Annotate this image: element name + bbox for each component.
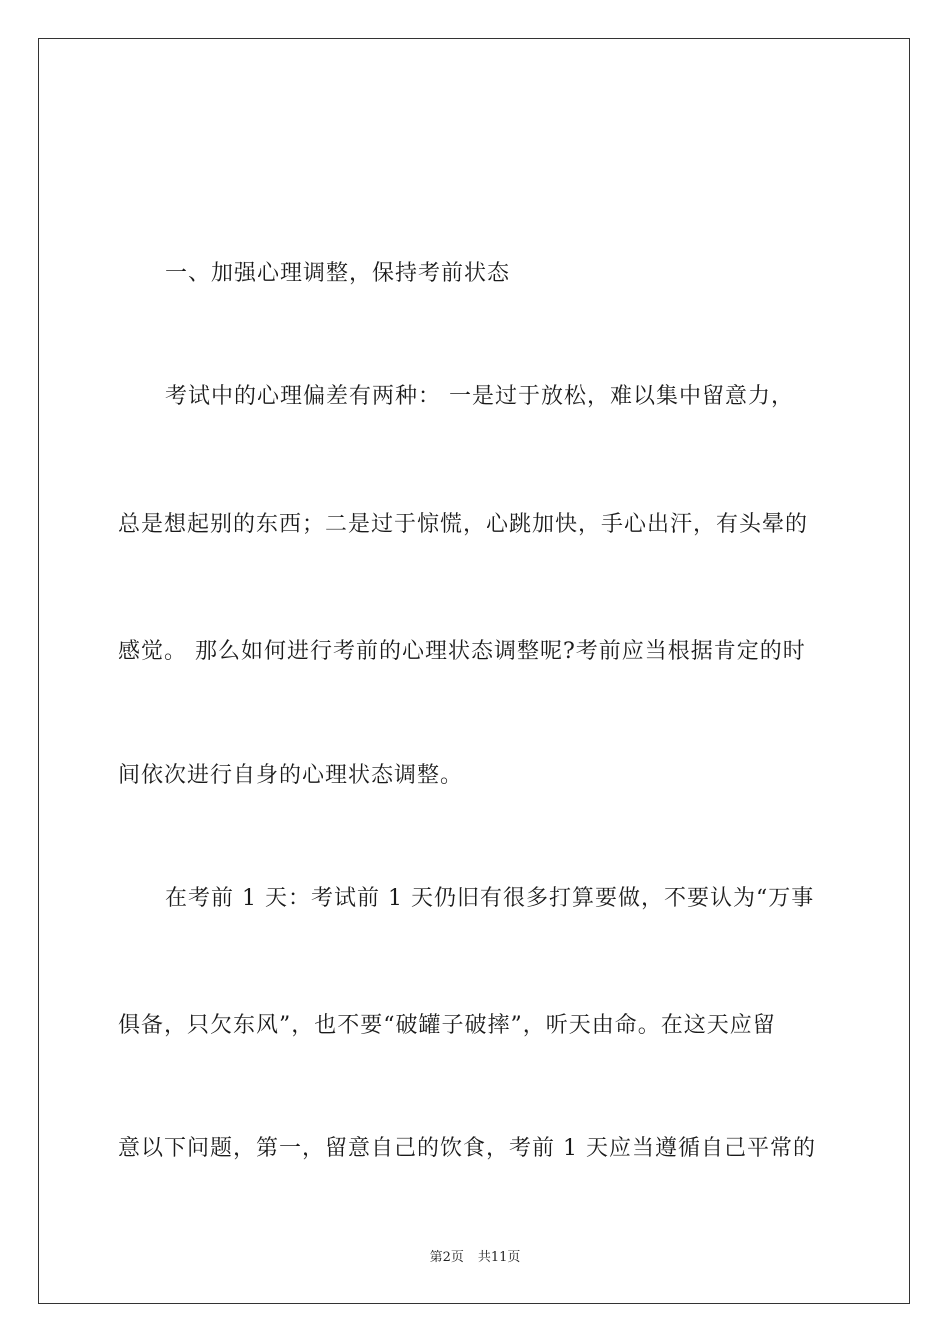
paragraph-line: 考试中的心理偏差有两种： 一是过于放松，难以集中留意力， — [165, 384, 794, 409]
page-footer — [0, 1246, 950, 1265]
page-number: 第2页 — [429, 1250, 464, 1265]
page-total: 共11页 — [477, 1250, 521, 1265]
paragraph-line: 间依次进行自身的心理状态调整。 — [118, 763, 464, 788]
paragraph-line: 俱备，只欠东风”，也不要“破罐子破摔”，听天由命。在这天应留 — [118, 1013, 776, 1038]
paragraph-line: 在考前 1 天：考试前 1 天仍旧有很多打算要做，不要认为“万事 — [165, 886, 815, 911]
page-border — [38, 38, 910, 1304]
paragraph-line: 总是想起别的东西；二是过于惊慌，心跳加快，手心出汗，有头晕的 — [118, 512, 809, 537]
paragraph-line: 意以下问题，第一，留意自己的饮食，考前 1 天应当遵循自己平常的 — [118, 1136, 816, 1161]
section-heading: 一、加强心理调整，保持考前状态 — [165, 261, 511, 286]
paragraph-line: 感觉。 那么如何进行考前的心理状态调整呢?考前应当根据肯定的时 — [118, 639, 806, 664]
